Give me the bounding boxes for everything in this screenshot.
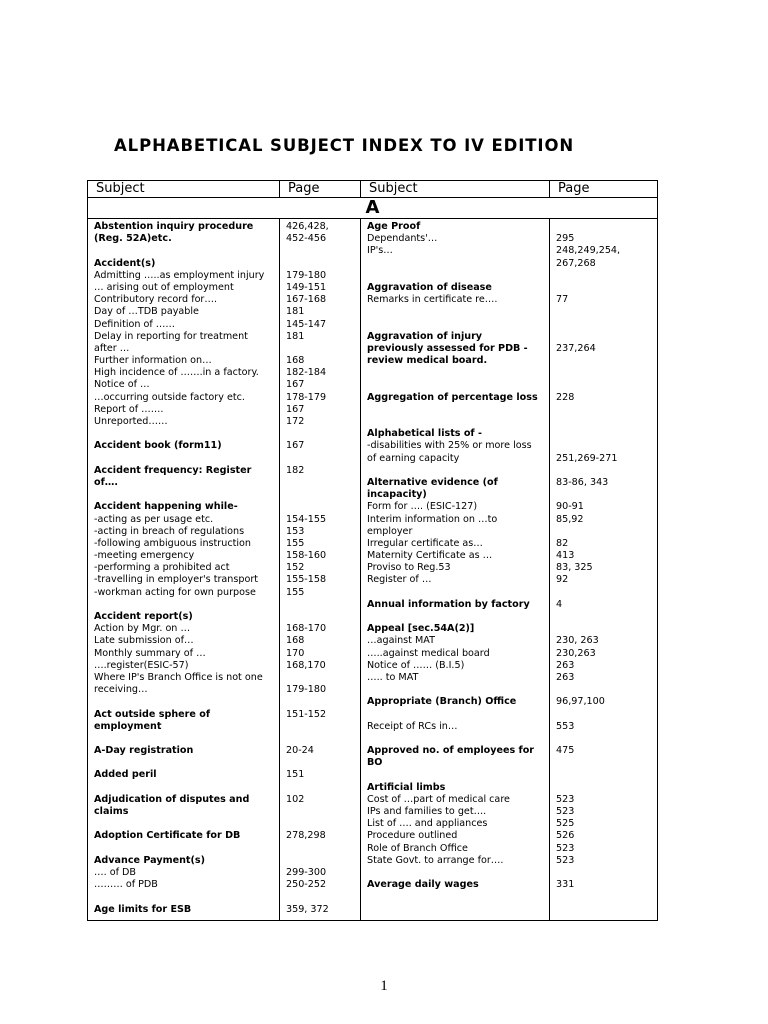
page-reference — [286, 818, 357, 830]
index-heading: Alternative evidence (of — [367, 476, 498, 488]
index-entry — [367, 611, 546, 623]
index-entry — [94, 428, 276, 440]
page-reference — [286, 599, 357, 611]
page-reference: 263 — [556, 659, 575, 671]
header-row — [88, 181, 658, 198]
page-reference — [286, 428, 357, 440]
page-reference: 168-170 — [286, 623, 327, 635]
page-reference: 228 — [556, 391, 575, 403]
page-reference: 149-151 — [286, 281, 327, 293]
page-reference — [556, 867, 654, 879]
page-reference: 155 — [286, 537, 305, 549]
index-entry — [367, 379, 546, 391]
index-entry: -meeting emergency — [94, 550, 195, 562]
index-heading: Artificial limbs — [367, 781, 446, 793]
page-reference: 182-184 — [286, 367, 327, 379]
index-entry — [94, 599, 276, 611]
header-subject-right: Subject — [361, 181, 550, 198]
index-entry: Remarks in certificate re…. — [367, 294, 498, 306]
page-reference — [286, 477, 357, 489]
page-reference: 83-86, 343 — [556, 476, 609, 488]
index-entry: Form for …. (ESIC-127) — [367, 501, 478, 513]
header-page-right: Page — [550, 181, 658, 198]
index-heading: (Reg. 52A)etc. — [94, 233, 172, 245]
index-heading: of…. — [94, 476, 119, 488]
index-heading: A-Day registration — [94, 745, 194, 757]
index-entry: Unreported…… — [94, 416, 168, 427]
index-entry: …occurring outside factory etc. — [94, 391, 245, 403]
page-reference — [556, 367, 654, 379]
index-body-row — [88, 219, 658, 921]
index-entry: of earning capacity — [367, 452, 460, 464]
index-heading: Act outside sphere of — [94, 708, 211, 720]
page-reference: 230, 263 — [556, 635, 599, 647]
index-entry: -workman acting for own purpose — [94, 586, 256, 598]
index-heading: Aggravation of disease — [367, 281, 492, 293]
page-reference: 248,249,254, — [556, 245, 621, 257]
page-reference — [556, 623, 654, 635]
page-reference — [556, 709, 654, 721]
index-entry: State Govt. to arrange for…. — [367, 854, 504, 866]
page-reference — [556, 221, 654, 233]
index-entry: High incidence of …….in a factory. — [94, 367, 259, 379]
page-reference — [286, 245, 357, 257]
index-entry: -following ambiguous instruction — [94, 537, 251, 549]
index-entry: Day of …TDB payable — [94, 306, 199, 318]
index-entry: Interim information on …to — [367, 513, 498, 525]
index-entry — [367, 258, 546, 270]
index-heading: Age limits for ESB — [94, 903, 192, 915]
page-reference — [286, 733, 357, 745]
page-reference: 167 — [286, 403, 305, 415]
page-reference: 525 — [556, 818, 575, 830]
page-reference: 168 — [286, 355, 305, 367]
page-reference: 181 — [286, 330, 305, 342]
index-entry — [94, 782, 276, 794]
page-reference: 299-300 — [286, 866, 327, 878]
page-reference: 155-158 — [286, 574, 327, 586]
index-entry: Maternity Certificate as … — [367, 550, 493, 562]
index-entry: -travelling in employer's transport — [94, 574, 259, 586]
index-entry: ….. to MAT — [367, 671, 419, 683]
page-reference: 331 — [556, 879, 575, 891]
page-reference — [286, 721, 357, 733]
page-reference — [286, 855, 357, 867]
index-entry — [367, 769, 546, 781]
page-reference: 170 — [286, 647, 305, 659]
page-reference: 359, 372 — [286, 903, 329, 915]
index-entry — [94, 489, 276, 501]
index-entry: IPs and families to get…. — [367, 806, 487, 817]
page-reference: 85,92 — [556, 513, 584, 525]
index-entry — [94, 696, 276, 708]
index-entry — [367, 270, 546, 282]
index-heading: Accident book (form11) — [94, 440, 222, 452]
index-heading: Adjudication of disputes and — [94, 793, 250, 805]
index-entry: Procedure outlined — [367, 830, 458, 842]
index-entry: List of …. and appliances — [367, 818, 488, 830]
left-subject-column — [88, 219, 280, 921]
page-reference: 250-252 — [286, 879, 327, 891]
page-reference: 168,170 — [286, 659, 326, 671]
page-reference — [556, 684, 654, 696]
page-reference — [286, 611, 357, 623]
page-reference: 4 — [556, 598, 563, 610]
page-reference — [556, 587, 654, 599]
index-entry: Delay in reporting for treatment — [94, 330, 248, 342]
index-entry — [94, 245, 276, 257]
page-reference — [286, 843, 357, 855]
index-entry: Cost of …part of medical care — [367, 793, 510, 805]
page-reference: 154-155 — [286, 513, 327, 525]
page-reference — [286, 782, 357, 794]
page-reference — [286, 258, 357, 270]
page-number: 1 — [380, 978, 388, 994]
page-reference — [556, 526, 654, 538]
index-heading: incapacity) — [367, 489, 427, 501]
page-reference: 172 — [286, 416, 305, 427]
section-letter: A — [88, 198, 658, 219]
page-reference — [286, 453, 357, 465]
index-entry — [367, 867, 546, 879]
page-reference: 151-152 — [286, 708, 327, 720]
page-reference — [556, 404, 654, 416]
index-entry: Notice of … — [94, 379, 150, 391]
page-reference: 523 — [556, 842, 575, 854]
index-entry: receiving… — [94, 684, 148, 696]
index-entry — [367, 733, 546, 745]
index-heading: Aggravation of injury — [367, 330, 483, 342]
page-reference: 153 — [286, 525, 305, 537]
index-heading: employment — [94, 720, 162, 732]
page-reference: 413 — [556, 550, 575, 562]
page-reference — [286, 672, 357, 684]
index-entry: …against MAT — [367, 635, 435, 647]
index-entry — [367, 367, 546, 379]
page-reference — [556, 757, 654, 769]
index-entry: Irregular certificate as… — [367, 537, 483, 549]
index-heading: Adoption Certificate for DB — [94, 830, 241, 842]
page-reference: 553 — [556, 720, 575, 732]
page-reference — [556, 465, 654, 477]
index-entry: ……… of PDB — [94, 879, 158, 891]
index-entry: … arising out of employment — [94, 281, 234, 293]
header-subject-left: Subject — [88, 181, 280, 198]
page-reference: 263 — [556, 671, 575, 683]
page-reference: 181 — [286, 306, 305, 318]
page-reference: 155 — [286, 586, 305, 598]
index-heading: Accident happening while- — [94, 501, 238, 513]
page-reference — [556, 611, 654, 623]
index-heading: Aggregation of percentage loss — [367, 391, 538, 403]
page-reference: 77 — [556, 294, 569, 306]
page-reference: 151 — [286, 769, 305, 781]
index-entry: Monthly summary of … — [94, 647, 206, 659]
index-heading: Abstention inquiry procedure — [94, 221, 254, 232]
page-reference — [556, 379, 654, 391]
page-reference: 178-179 — [286, 391, 327, 403]
page-reference — [556, 306, 654, 318]
index-entry — [367, 416, 546, 428]
page-reference: 523 — [556, 793, 575, 805]
index-entry — [367, 684, 546, 696]
index-entry: Receipt of RCs in… — [367, 720, 458, 732]
index-entry — [367, 319, 546, 331]
index-entry: IP's… — [367, 245, 393, 257]
index-entry — [94, 843, 276, 855]
subject-index-table — [87, 180, 658, 921]
index-entry: …..against medical board — [367, 647, 490, 659]
index-entry: ….register(ESIC-57) — [94, 659, 189, 671]
index-entry — [94, 733, 276, 745]
index-entry: Notice of …… (B.I.5) — [367, 659, 465, 671]
page-reference — [556, 355, 654, 367]
page-reference: 20-24 — [286, 745, 314, 757]
index-heading: Appropriate (Branch) Office — [367, 696, 517, 708]
index-heading: Accident(s) — [94, 257, 156, 269]
index-heading: Accident report(s) — [94, 611, 193, 622]
index-entry: Report of ……. — [94, 403, 164, 415]
index-entry: Role of Branch Office — [367, 842, 468, 854]
page-reference — [556, 769, 654, 781]
index-heading: Advance Payment(s) — [94, 854, 205, 866]
page-reference: 90-91 — [556, 501, 584, 513]
index-entry: employer — [367, 525, 413, 537]
index-entry: Register of … — [367, 574, 432, 586]
index-heading: Accident frequency: Register — [94, 464, 252, 476]
index-entry — [367, 709, 546, 721]
index-entry: after … — [94, 342, 130, 354]
page-reference: 426,428, — [286, 221, 329, 232]
page-reference: 179-180 — [286, 684, 327, 696]
page-reference — [286, 343, 357, 355]
index-heading: Approved no. of employees for — [367, 745, 535, 757]
index-entry — [94, 818, 276, 830]
page-reference: 145-147 — [286, 318, 327, 330]
index-entry: -acting in breach of regulations — [94, 525, 245, 537]
index-entry: Dependants'… — [367, 233, 438, 245]
page-reference: 167 — [286, 440, 305, 452]
page-reference: 167 — [286, 379, 305, 391]
page-reference — [286, 696, 357, 708]
index-entry: Late submission of… — [94, 635, 194, 647]
index-entry: Definition of …… — [94, 318, 175, 330]
page-reference: 168 — [286, 635, 305, 647]
page-reference — [556, 331, 654, 343]
page-reference: 251,269-271 — [556, 452, 618, 464]
index-heading: Average daily wages — [367, 879, 479, 891]
page-reference — [556, 489, 654, 501]
page-reference — [556, 416, 654, 428]
page-reference — [286, 501, 357, 513]
page-reference: 526 — [556, 830, 575, 842]
right-subject-column — [361, 219, 550, 921]
page-reference — [556, 319, 654, 331]
index-entry — [367, 306, 546, 318]
index-entry: Further information on… — [94, 355, 212, 367]
index-heading: Added peril — [94, 769, 157, 781]
page-reference: 152 — [286, 562, 305, 574]
page-reference: 167-168 — [286, 294, 327, 306]
header-page-left: Page — [280, 181, 361, 198]
page-reference: 82 — [556, 537, 569, 549]
index-entry — [94, 757, 276, 769]
right-page-column — [550, 219, 658, 921]
page-reference: 237,264 — [556, 342, 596, 354]
index-heading: BO — [367, 757, 383, 769]
index-entry — [94, 891, 276, 903]
page-reference: 523 — [556, 806, 575, 817]
page-reference: 523 — [556, 854, 575, 866]
page-reference — [556, 440, 654, 452]
page-reference — [556, 270, 654, 282]
index-heading: Annual information by factory — [367, 598, 530, 610]
page-reference: 83, 325 — [556, 562, 593, 574]
index-heading: claims — [94, 806, 129, 817]
page-reference: 295 — [556, 233, 575, 245]
page-reference — [556, 428, 654, 440]
index-entry: Proviso to Reg.53 — [367, 562, 451, 574]
index-heading: Age Proof — [367, 221, 421, 232]
page-reference: 96,97,100 — [556, 696, 605, 708]
index-entry: -disabilities with 25% or more loss — [367, 440, 532, 452]
page-reference: 267,268 — [556, 257, 596, 269]
page-reference: 452-456 — [286, 233, 327, 245]
index-title: ALPHABETICAL SUBJECT INDEX TO IV EDITION — [114, 136, 575, 155]
index-entry: Admitting …..as employment injury — [94, 269, 265, 281]
page-reference — [556, 282, 654, 294]
page-reference — [286, 891, 357, 903]
page-reference: 158-160 — [286, 550, 327, 562]
index-entry: -performing a prohibited act — [94, 562, 230, 574]
page-reference — [286, 489, 357, 501]
page-reference — [556, 782, 654, 794]
page-reference — [556, 733, 654, 745]
left-page-column — [280, 219, 361, 921]
page-reference: 179-180 — [286, 269, 327, 281]
index-heading: Appeal [sec.54A(2)] — [367, 623, 475, 635]
index-entry: Action by Mgr. on … — [94, 623, 191, 635]
page-reference: 230,263 — [556, 647, 596, 659]
index-entry: Contributory record for…. — [94, 294, 218, 306]
index-heading: Alphabetical lists of - — [367, 428, 482, 440]
index-entry: -acting as per usage etc. — [94, 513, 214, 525]
index-entry: Where IP's Branch Office is not one — [94, 671, 263, 683]
index-heading: review medical board. — [367, 355, 488, 367]
index-heading: previously assessed for PDB - — [367, 342, 528, 354]
section-row — [88, 198, 658, 219]
page-reference: 92 — [556, 574, 569, 586]
index-entry: …. of DB — [94, 866, 136, 878]
page-reference: 182 — [286, 464, 305, 476]
page-reference — [286, 806, 357, 818]
index-entry — [94, 453, 276, 465]
page-reference — [286, 757, 357, 769]
index-entry — [367, 465, 546, 477]
page-reference: 475 — [556, 745, 575, 757]
page-reference: 278,298 — [286, 830, 326, 842]
page-reference: 102 — [286, 793, 305, 805]
index-entry — [367, 404, 546, 416]
index-entry — [367, 587, 546, 599]
